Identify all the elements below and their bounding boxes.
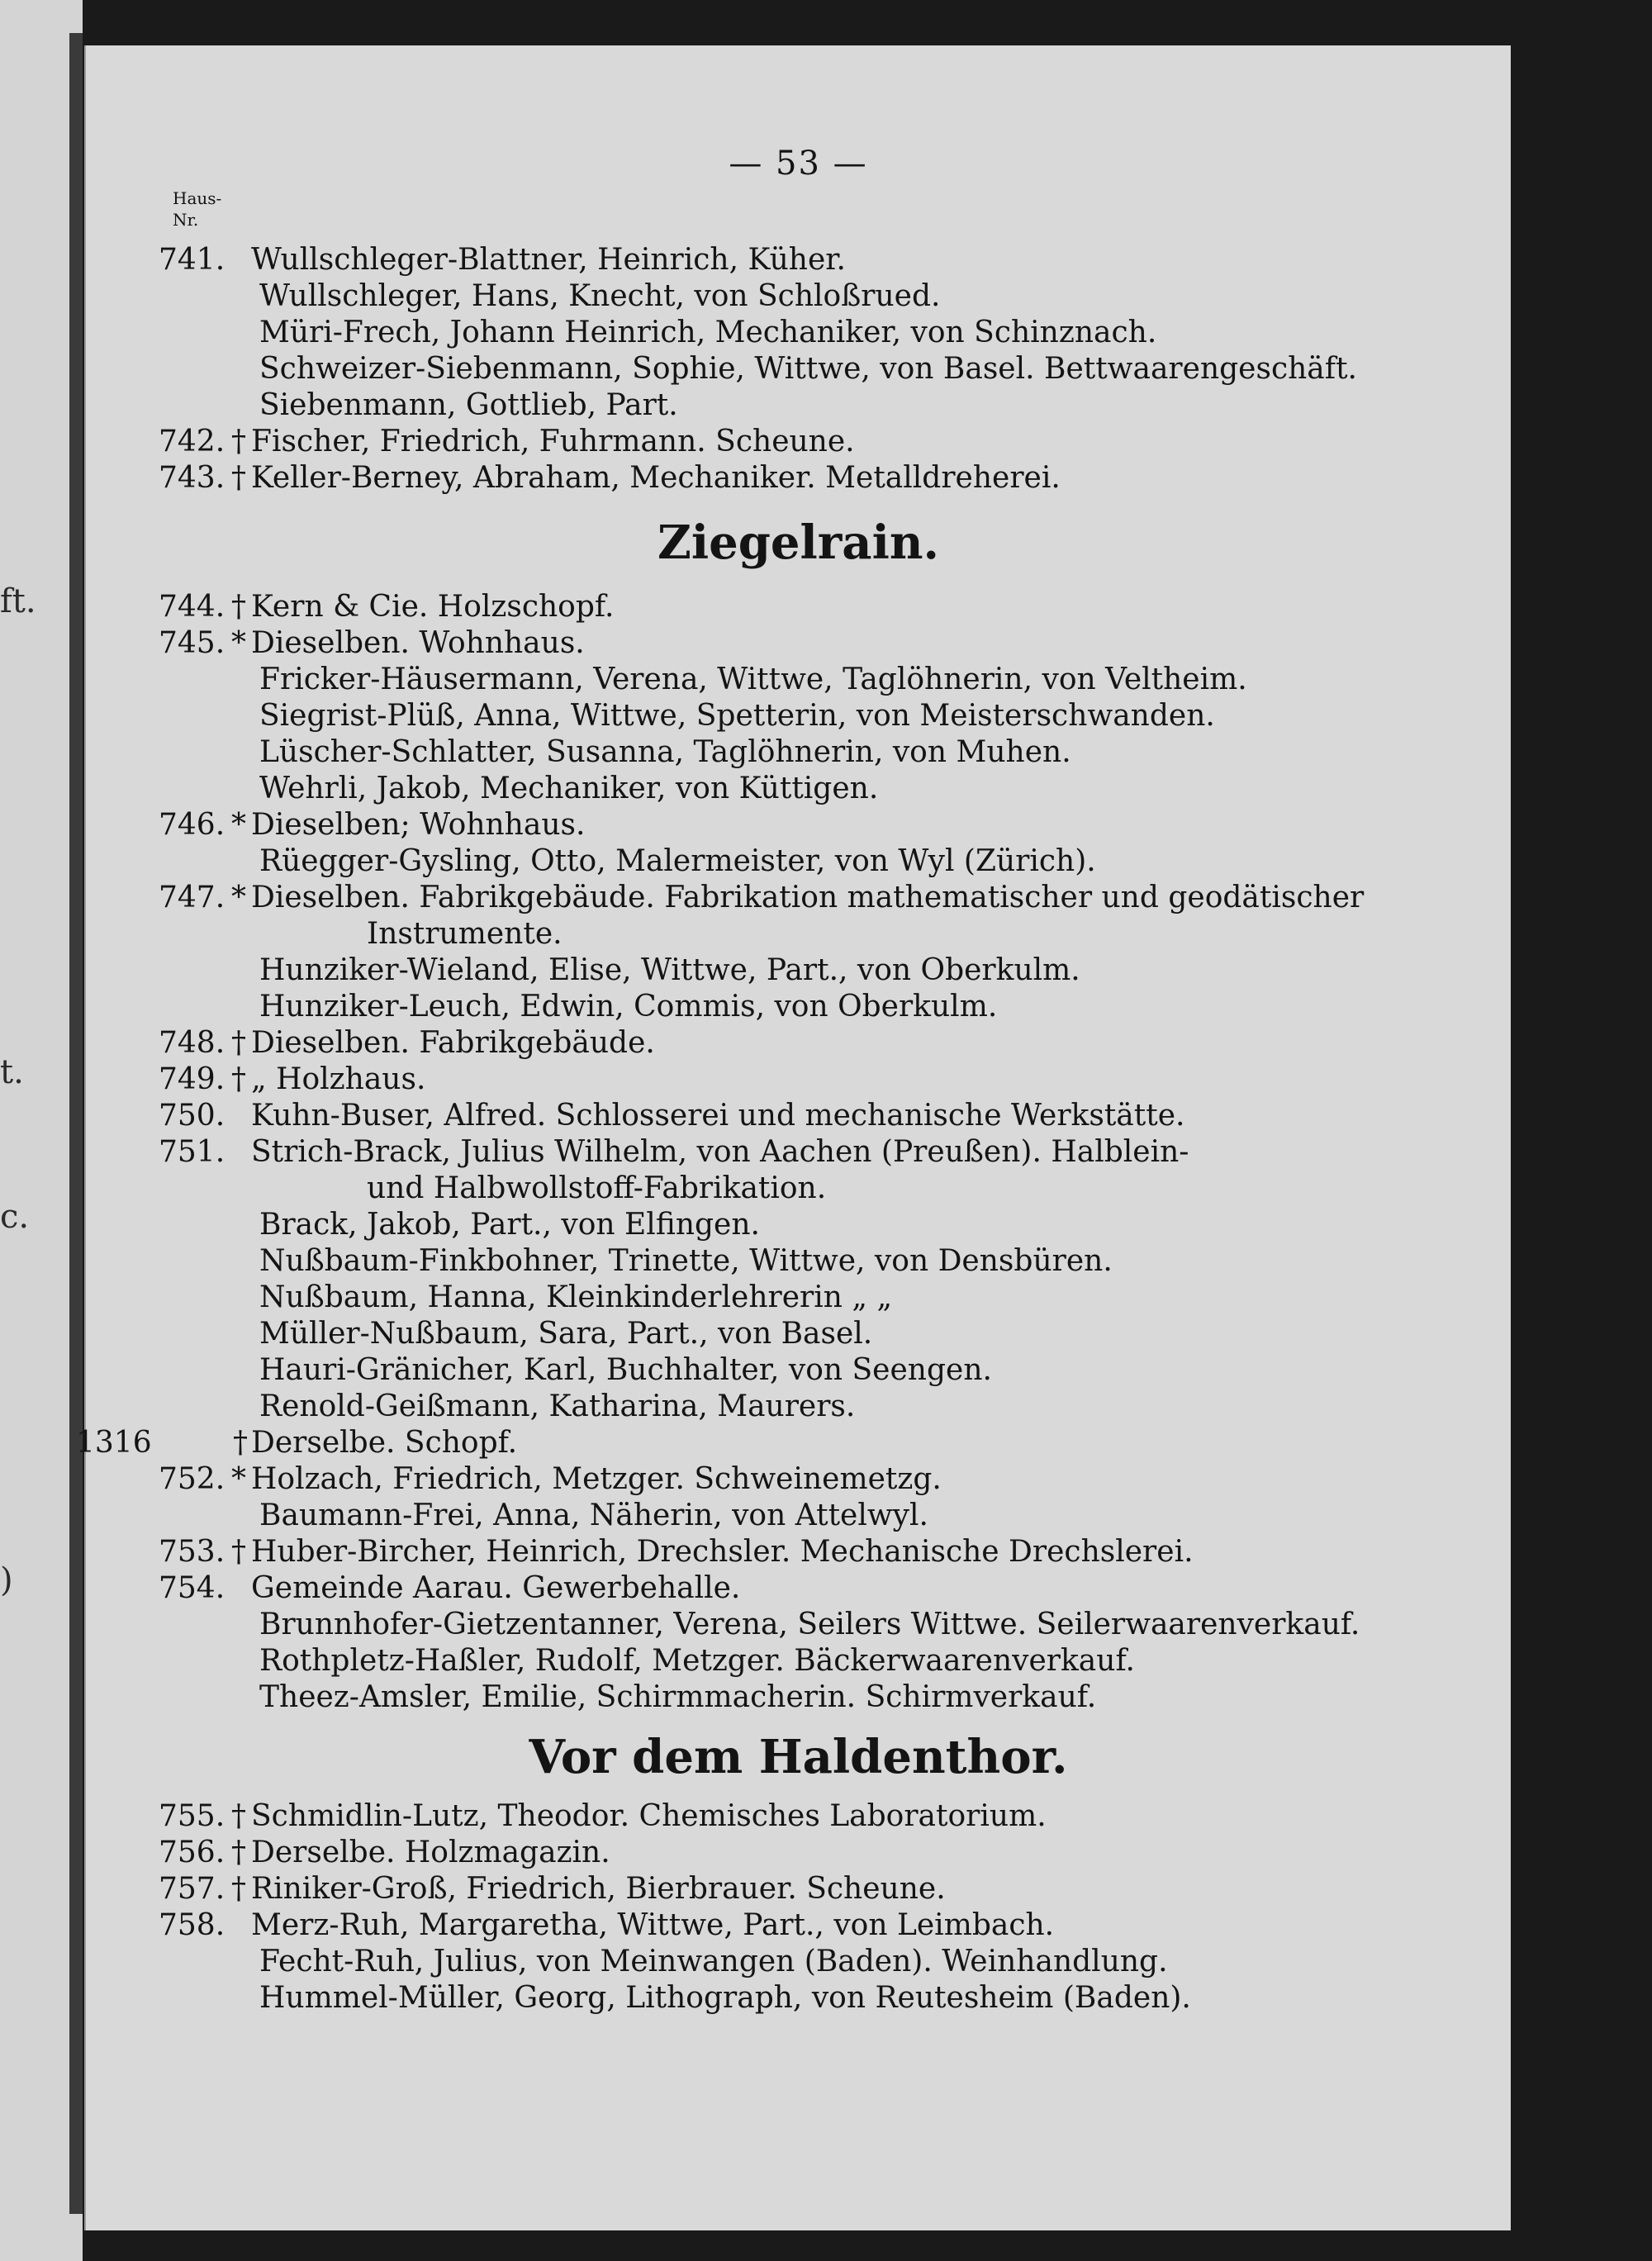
entry-text: Wullschleger, Hans, Knecht, von Schloßrued. [259, 279, 941, 313]
directory-row [86, 625, 1511, 662]
directory-row [86, 1534, 1511, 1570]
directory-row [86, 1025, 1511, 1062]
house-number: 748. [159, 1026, 225, 1060]
directory-row [86, 843, 1511, 880]
directory-row [86, 1498, 1511, 1534]
entry-text: Nußbaum, Hanna, Kleinkinderlehrerin „ „ [259, 1280, 893, 1314]
entry-text: Brack, Jakob, Part., von Elfingen. [259, 1208, 760, 1242]
entry-text: Derselbe. Schopf. [251, 1426, 518, 1460]
house-number: 752. [159, 1462, 225, 1496]
directory-row [86, 1352, 1511, 1389]
directory-row [86, 771, 1511, 807]
entry-marker: † [231, 1062, 246, 1096]
directory-row [86, 1798, 1511, 1835]
entry-text: Merz-Ruh, Margaretha, Wittwe, Part., von Leimbach. [251, 1908, 1055, 1942]
haus-label-line-2: Nr. [173, 210, 199, 230]
left-page-fragment: ft. [0, 582, 36, 620]
house-number: 741. [159, 243, 225, 277]
entry-text: Riniker-Groß, Friedrich, Bierbrauer. Scheune. [251, 1872, 946, 1906]
directory-row [86, 589, 1511, 625]
haus-nr-label [173, 188, 221, 230]
directory-row [86, 1607, 1511, 1643]
entry-text: Hunziker-Leuch, Edwin, Commis, von Oberkulm. [259, 990, 998, 1024]
entry-text: Renold-Geißmann, Katharina, Maurers. [259, 1389, 856, 1423]
house-number: 745. [159, 626, 225, 660]
entry-text: Lüscher-Schlatter, Susanna, Taglöhnerin, von Muhen. [259, 735, 1071, 769]
entry-text: Dieselben. Fabrikgebäude. [251, 1026, 655, 1060]
entry-marker: † [231, 461, 246, 495]
entry-text: Holzach, Friedrich, Metzger. Schweinemetzg. [251, 1462, 942, 1496]
house-number: 742. [159, 425, 225, 458]
entry-text: Müller-Nußbaum, Sara, Part., von Basel. [259, 1317, 873, 1351]
entry-marker: * [231, 1462, 246, 1496]
entry-marker: † [231, 425, 246, 458]
entry-text: Hauri-Gränicher, Karl, Buchhalter, von Seengen. [259, 1353, 992, 1387]
house-number: 753. [159, 1535, 225, 1569]
directory-row [76, 1425, 1511, 1461]
house-number: 756. [159, 1836, 225, 1869]
directory-row [86, 1062, 1511, 1098]
entry-text: „ Holzhaus. [251, 1062, 426, 1096]
directory-row [86, 1907, 1511, 1944]
directory-row [86, 460, 1511, 496]
directory-row [86, 1098, 1511, 1134]
left-page-fragment: c. [0, 1198, 30, 1236]
entry-marker: † [231, 1799, 246, 1833]
document-page [76, 45, 1511, 2230]
house-number: 758. [159, 1908, 225, 1942]
entry-text: Müri-Frech, Johann Heinrich, Mechaniker, von Schinznach. [259, 316, 1157, 349]
entry-text: Baumann-Frei, Anna, Näherin, von Attelwyl. [259, 1499, 928, 1532]
entry-text: Instrumente. [367, 917, 563, 951]
entry-text: Strich-Brack, Julius Wilhelm, von Aachen (Preußen). Halblein- [251, 1135, 1189, 1169]
directory-row [86, 807, 1511, 843]
directory-row [86, 989, 1511, 1025]
entry-marker: † [231, 1026, 246, 1060]
directory-row [86, 1679, 1511, 1716]
entry-marker: † [231, 1535, 246, 1569]
directory-row [86, 698, 1511, 734]
directory-row [86, 242, 1511, 278]
entry-text: Fecht-Ruh, Julius, von Meinwangen (Baden). Weinhandlung. [259, 1945, 1168, 1978]
entry-marker: † [231, 1836, 246, 1869]
entry-text: Wehrli, Jakob, Mechaniker, von Küttigen. [259, 772, 879, 805]
directory-row [86, 1207, 1511, 1243]
page-number: — 53 — [729, 145, 868, 183]
entry-text: Kuhn-Buser, Alfred. Schlosserei und mechanische Werkstätte. [251, 1099, 1185, 1133]
directory-row [86, 315, 1511, 351]
entry-text: Hummel-Müller, Georg, Lithograph, von Reutesheim (Baden). [259, 1981, 1191, 2015]
entry-text: und Halbwollstoff-Fabrikation. [367, 1171, 827, 1205]
entry-text: Kern & Cie. Holzschopf. [251, 590, 615, 624]
house-number: 743. [159, 461, 225, 495]
entry-text: Fischer, Friedrich, Fuhrmann. Scheune. [251, 425, 855, 458]
book-gutter [69, 33, 83, 2214]
house-number: 755. [159, 1799, 225, 1833]
section-heading: Vor dem Haldenthor. [529, 1730, 1068, 1784]
directory-row [86, 734, 1511, 771]
directory-row [86, 1643, 1511, 1679]
directory-row [86, 916, 1511, 952]
house-number: 746. [159, 808, 225, 842]
entry-text: Dieselben; Wohnhaus. [251, 808, 586, 842]
entry-text: Derselbe. Holzmagazin. [251, 1836, 610, 1869]
entry-text: Siebenmann, Gottlieb, Part. [259, 388, 678, 422]
directory-row [86, 387, 1511, 424]
directory-row [86, 1980, 1511, 2016]
left-page-fragment: t. [0, 1053, 24, 1091]
entry-text: Huber-Bircher, Heinrich, Drechsler. Mechanische Drechslerei. [251, 1535, 1194, 1569]
entry-marker: * [231, 808, 246, 842]
entry-text: Keller-Berney, Abraham, Mechaniker. Metalldreherei. [251, 461, 1061, 495]
house-number: 750. [159, 1099, 225, 1133]
entry-text: Brunnhofer-Gietzentanner, Verena, Seilers Wittwe. Seilerwaarenverkauf. [259, 1608, 1360, 1641]
directory-row [86, 1280, 1511, 1316]
house-number: 751. [159, 1135, 225, 1169]
entry-marker: * [231, 881, 246, 914]
directory-row [86, 424, 1511, 460]
entry-text: Schweizer-Siebenmann, Sophie, Wittwe, von Basel. Bettwaarengeschäft. [259, 352, 1357, 386]
directory-row [86, 1835, 1511, 1871]
entry-marker: † [233, 1426, 248, 1460]
left-page-edge [0, 0, 83, 2261]
directory-row [86, 1871, 1511, 1907]
section-heading: Ziegelrain. [657, 515, 940, 570]
entry-marker: * [231, 626, 246, 660]
directory-row [86, 1243, 1511, 1280]
entry-text: Nußbaum-Finkbohner, Trinette, Wittwe, von Densbüren. [259, 1244, 1113, 1278]
entry-text: Schmidlin-Lutz, Theodor. Chemisches Laboratorium. [251, 1799, 1047, 1833]
entry-marker: † [231, 590, 246, 624]
entry-text: Gemeinde Aarau. Gewerbehalle. [251, 1571, 741, 1605]
entry-text: Rothpletz-Haßler, Rudolf, Metzger. Bäckerwaarenverkauf. [259, 1644, 1135, 1678]
directory-row [86, 1316, 1511, 1352]
entry-text: Dieselben. Fabrikgebäude. Fabrikation mathematischer und geodätischer [251, 881, 1365, 914]
directory-row [86, 1389, 1511, 1425]
house-number: 757. [159, 1872, 225, 1906]
directory-row [86, 1461, 1511, 1498]
directory-row [86, 351, 1511, 387]
house-number: 747. [159, 881, 225, 914]
entry-text: Theez-Amsler, Emilie, Schirmmacherin. Schirmverkauf. [259, 1680, 1097, 1714]
entry-text: Siegrist-Plüß, Anna, Wittwe, Spetterin, von Meisterschwanden. [259, 699, 1215, 733]
house-number: 754. [159, 1571, 225, 1605]
directory-row [86, 662, 1511, 698]
house-number: 749. [159, 1062, 225, 1096]
house-number: 744. [159, 590, 225, 624]
directory-row [86, 278, 1511, 315]
haus-label-line-1: Haus- [173, 188, 222, 208]
entry-text: Rüegger-Gysling, Otto, Malermeister, von Wyl (Zürich). [259, 844, 1096, 878]
directory-listing [76, 242, 1511, 2016]
entry-marker: † [231, 1872, 246, 1906]
directory-row [86, 1171, 1511, 1207]
directory-row [86, 1944, 1511, 1980]
directory-row [86, 1134, 1511, 1171]
entry-text: Hunziker-Wieland, Elise, Wittwe, Part., von Oberkulm. [259, 953, 1080, 987]
directory-row [86, 1570, 1511, 1607]
directory-row [86, 880, 1511, 916]
entry-text: Fricker-Häusermann, Verena, Wittwe, Taglöhnerin, von Veltheim. [259, 663, 1247, 696]
entry-text: Wullschleger-Blattner, Heinrich, Küher. [251, 243, 846, 277]
left-page-fragment: ) [0, 1561, 13, 1599]
directory-row [86, 952, 1511, 989]
entry-text: Dieselben. Wohnhaus. [251, 626, 585, 660]
house-number: 1316 [76, 1426, 152, 1460]
